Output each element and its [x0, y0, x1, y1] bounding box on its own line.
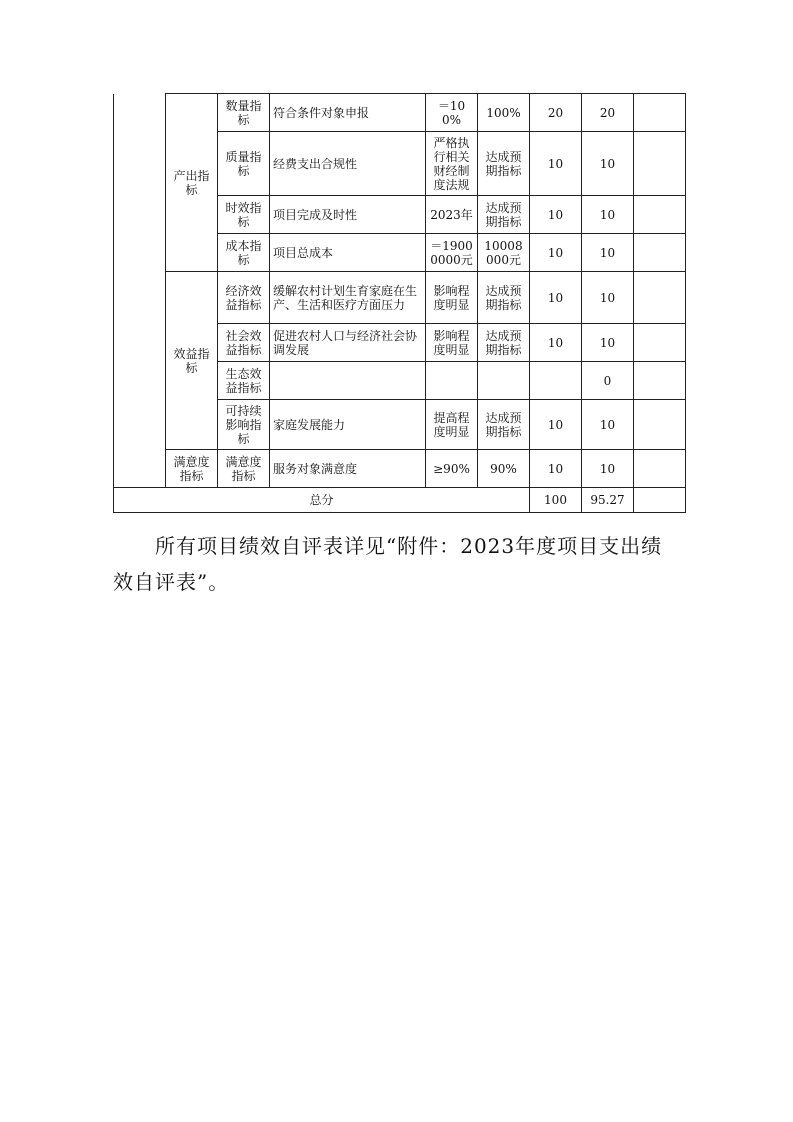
note-cell: [634, 196, 686, 234]
category-cell: 效益指标: [166, 272, 218, 450]
target-cell: ≥90%: [426, 450, 478, 488]
note-cell: [634, 450, 686, 488]
sub-indicator-cell: 满意度指标: [218, 450, 270, 488]
actual-cell: 达成预期指标: [478, 196, 530, 234]
category-cell: 满意度指标: [166, 450, 218, 488]
sub-indicator-cell: 可持续影响指标: [218, 400, 270, 450]
score-cell: 10: [582, 324, 634, 362]
actual-cell: [478, 362, 530, 400]
note-cell: [634, 400, 686, 450]
total-row: [114, 488, 686, 513]
weight-cell: 10: [530, 450, 582, 488]
weight-cell: 10: [530, 132, 582, 196]
total-score-cell: 95.27: [582, 488, 634, 513]
total-label-cell: 总分: [114, 488, 530, 513]
score-cell: 10: [582, 234, 634, 272]
target-cell: 影响程度明显: [426, 324, 478, 362]
note-cell: [634, 132, 686, 196]
indicator-name-cell: 项目完成及时性: [270, 196, 426, 234]
note-cell: [634, 362, 686, 400]
weight-cell: 10: [530, 272, 582, 324]
indicator-name-cell: [270, 362, 426, 400]
sub-indicator-cell: 成本指标: [218, 234, 270, 272]
actual-cell: 达成预期指标: [478, 272, 530, 324]
target-cell: 严格执行相关财经制度法规: [426, 132, 478, 196]
indicator-name-cell: 促进农村人口与经济社会协调发展: [270, 324, 426, 362]
target-cell: 提高程度明显: [426, 400, 478, 450]
actual-cell: 达成预期指标: [478, 400, 530, 450]
target-cell: 影响程度明显: [426, 272, 478, 324]
weight-cell: 10: [530, 324, 582, 362]
score-cell: 10: [582, 400, 634, 450]
table-row: [114, 450, 686, 488]
score-cell: 20: [582, 94, 634, 132]
score-cell: 10: [582, 450, 634, 488]
note-cell: [634, 324, 686, 362]
weight-cell: 20: [530, 94, 582, 132]
target-cell: ＝100%: [426, 94, 478, 132]
sub-indicator-cell: 经济效益指标: [218, 272, 270, 324]
table-row: [114, 272, 686, 324]
actual-cell: 达成预期指标: [478, 132, 530, 196]
note-cell: [634, 234, 686, 272]
target-cell: ＝19000000元: [426, 234, 478, 272]
actual-cell: 达成预期指标: [478, 324, 530, 362]
target-cell: [426, 362, 478, 400]
indicator-name-cell: 经费支出合规性: [270, 132, 426, 196]
weight-cell: 10: [530, 196, 582, 234]
weight-cell: 10: [530, 234, 582, 272]
indicator-name-cell: 缓解农村计划生育家庭在生产、生活和医疗方面压力: [270, 272, 426, 324]
actual-cell: 90%: [478, 450, 530, 488]
indicator-name-cell: 项目总成本: [270, 234, 426, 272]
actual-cell: 100%: [478, 94, 530, 132]
actual-cell: 10008000元: [478, 234, 530, 272]
weight-cell: [530, 362, 582, 400]
sub-indicator-cell: 社会效益指标: [218, 324, 270, 362]
indicator-name-cell: 家庭发展能力: [270, 400, 426, 450]
sub-indicator-cell: 生态效益指标: [218, 362, 270, 400]
table-row: [114, 94, 686, 132]
body-paragraph: 所有项目绩效自评表详见“附件：2023年度项目支出绩效自评表”。: [113, 534, 663, 594]
outer-blank-cell: [114, 94, 166, 488]
weight-cell: 10: [530, 400, 582, 450]
score-cell: 0: [582, 362, 634, 400]
total-weight-cell: 100: [530, 488, 582, 513]
total-note-cell: [634, 488, 686, 513]
note-cell: [634, 272, 686, 324]
indicator-name-cell: 符合条件对象申报: [270, 94, 426, 132]
indicator-name-cell: 服务对象满意度: [270, 450, 426, 488]
target-cell: 2023年: [426, 196, 478, 234]
sub-indicator-cell: 数量指标: [218, 94, 270, 132]
note-cell: [634, 94, 686, 132]
score-cell: 10: [582, 196, 634, 234]
score-cell: 10: [582, 272, 634, 324]
category-cell: 产出指标: [166, 94, 218, 272]
sub-indicator-cell: 质量指标: [218, 132, 270, 196]
sub-indicator-cell: 时效指标: [218, 196, 270, 234]
score-cell: 10: [582, 132, 634, 196]
performance-table: [113, 93, 686, 513]
